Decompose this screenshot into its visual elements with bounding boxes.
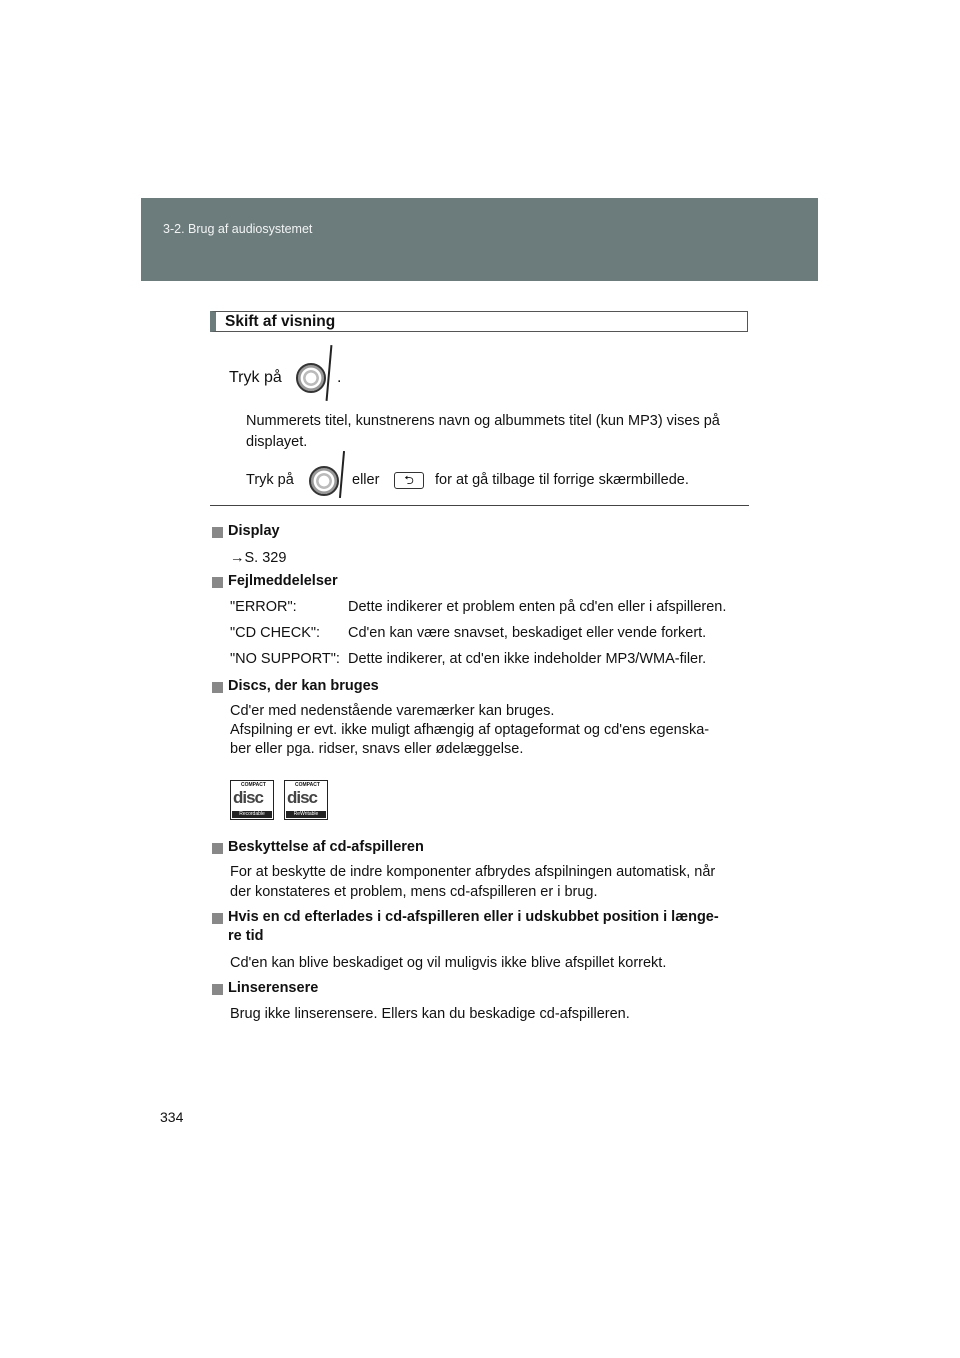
- discs-line: Afspilning er evt. ikke muligt afhængig af optageformat og cd'ens egenska-: [230, 722, 710, 738]
- bullet-square: [212, 984, 223, 995]
- error-text: Dette indikerer et problem enten på cd'en eller i afspilleren.: [348, 599, 727, 615]
- discs-line: Cd'er med nedenstående varemærker kan bruges.: [230, 703, 555, 719]
- error-code: "ERROR":: [230, 599, 297, 615]
- note-heading-left-in-cont: re tid: [228, 928, 264, 944]
- protection-line: der konstateres et problem, mens cd-afspilleren er i brug.: [230, 884, 598, 900]
- error-text: Dette indikerer, at cd'en ikke indeholder MP3/WMA-filer.: [348, 651, 707, 667]
- note-heading-left-in: Hvis en cd efterlades i cd-afspilleren eller i udskubbet position i længe-: [228, 909, 719, 925]
- bullet-square: [212, 913, 223, 924]
- knob-pointer-line: [326, 345, 333, 401]
- step-end: .: [337, 369, 342, 386]
- note-heading-errors: Fejlmeddelelser: [228, 573, 338, 589]
- protection-line: For at beskytte de indre komponenter afbrydes afspilningen automatisk, når: [230, 864, 716, 880]
- cd-rewritable-logo: COMPACT disc ReWritable: [284, 780, 328, 820]
- bullet-square: [212, 843, 223, 854]
- knob-icon: [296, 363, 326, 393]
- bullet-square: [212, 682, 223, 693]
- note-heading-discs: Discs, der kan bruges: [228, 678, 379, 694]
- section-title-box: [210, 311, 748, 332]
- back-or: eller: [352, 472, 380, 488]
- error-code: "CD CHECK":: [230, 625, 321, 641]
- knob-pointer-line: [339, 451, 345, 498]
- description: Nummerets titel, kunstnerens navn og albummets titel (kun MP3) vises på displayet.: [246, 413, 720, 450]
- breadcrumb: 3-2. Brug af audiosystemet: [163, 222, 313, 236]
- chapter-header: [141, 198, 818, 281]
- left-in-text: Cd'en kan blive beskadiget og vil muligvis ikke blive afspillet korrekt.: [230, 955, 667, 971]
- cd-recordable-logo: COMPACT disc Recordable: [230, 780, 274, 820]
- lens-text: Brug ikke linserensere. Ellers kan du beskadige cd-afspilleren.: [230, 1006, 630, 1022]
- divider: [210, 505, 749, 506]
- note-heading-protection: Beskyttelse af cd-afspilleren: [228, 839, 424, 855]
- error-text: Cd'en kan være snavset, beskadiget eller vende forkert.: [348, 625, 707, 641]
- error-code: "NO SUPPORT":: [230, 651, 340, 667]
- page-number: 334: [160, 1109, 184, 1125]
- back-suffix: for at gå tilbage til forrige skærmbillede.: [435, 472, 689, 488]
- step-text: Tryk på: [229, 369, 282, 386]
- discs-line: ber eller pga. ridser, snavs eller ødelæggelse.: [230, 741, 524, 757]
- note-heading-display: Display: [228, 523, 280, 539]
- bullet-square: [212, 527, 223, 538]
- return-arrow-icon: ⮌: [394, 472, 424, 489]
- page-reference: →S. 329: [230, 550, 287, 566]
- section-title: Skift af visning: [225, 313, 336, 330]
- back-prefix: Tryk på: [246, 472, 294, 488]
- note-heading-lens: Linserensere: [228, 980, 319, 996]
- bullet-square: [212, 577, 223, 588]
- knob-icon: [309, 466, 339, 496]
